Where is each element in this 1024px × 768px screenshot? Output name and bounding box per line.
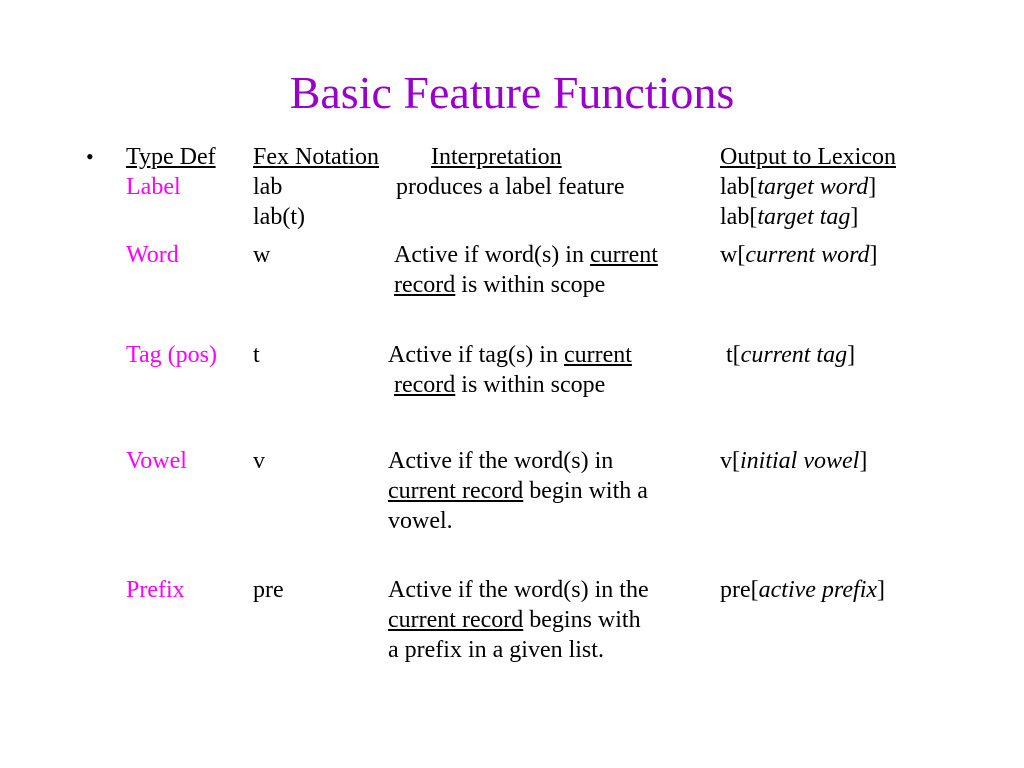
row-prefix-interpretation-line2: current record begins with [388,607,641,633]
row-vowel-interpretation-line1: Active if the word(s) in [388,448,614,474]
row-vowel-fex: v [253,448,265,474]
slide-title: Basic Feature Functions [289,67,735,118]
row-word-output: w[current word] [720,242,878,268]
row-label-output-target-word: lab[target word] [720,174,877,200]
row-prefix-interpretation-line3: a prefix in a given list. [388,637,604,663]
row-prefix-output: pre[active prefix] [720,577,886,603]
row-prefix-fex: pre [253,577,284,603]
row-label-interpretation: produces a label feature [396,174,625,200]
row-word-interpretation-line2: record is within scope [394,272,606,298]
header-type-def: Type Def [126,144,216,170]
row-word-fex: w [253,242,271,268]
row-tag-interpretation-line1: Active if tag(s) in current [388,342,632,368]
row-vowel-type: Vowel [126,448,187,474]
row-tag-fex: t [253,342,260,368]
row-prefix-type: Prefix [126,577,185,603]
header-fex-notation: Fex Notation [253,144,379,170]
header-output-to-lexicon: Output to Lexicon [720,144,896,170]
row-label-fex-lab: lab [253,174,283,200]
row-label-output-target-tag: lab[target tag] [720,204,859,230]
row-tag-interpretation-line2: record is within scope [394,372,606,398]
row-word-type: Word [126,242,179,268]
row-vowel-interpretation-line2: current record begin with a [388,478,648,504]
row-tag-type: Tag (pos) [126,342,217,368]
row-tag-output: t[current tag] [726,342,856,368]
row-label-fex-lab-t: lab(t) [253,204,305,230]
row-vowel-output: v[initial vowel] [720,448,868,474]
row-word-interpretation-line1: Active if word(s) in current [394,242,658,268]
row-vowel-interpretation-line3: vowel. [388,508,453,534]
row-prefix-interpretation-line1: Active if the word(s) in the [388,577,649,603]
row-label-type: Label [126,174,181,200]
bullet-marker: • [86,144,94,169]
header-interpretation: Interpretation [431,144,562,170]
